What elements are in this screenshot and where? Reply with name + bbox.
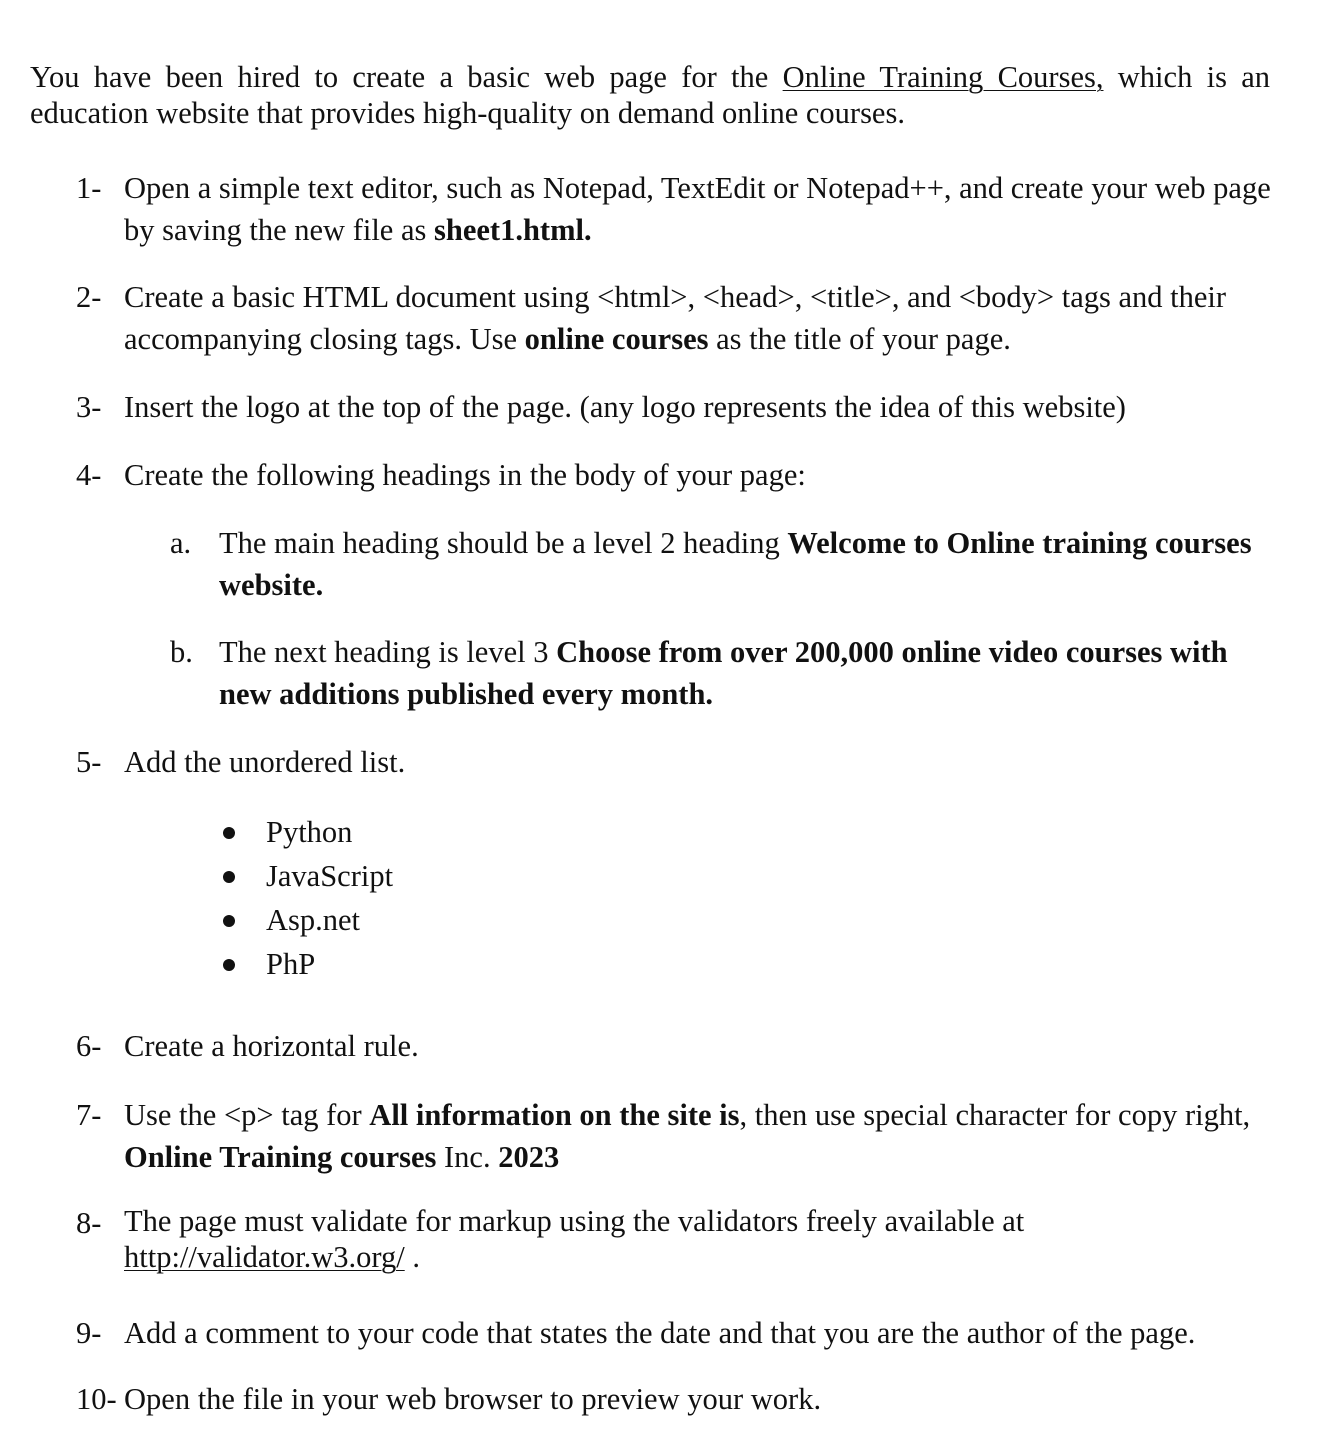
bullet-icon — [223, 915, 235, 927]
step-10 — [76, 1378, 1276, 1420]
step-4b — [170, 631, 1280, 715]
intro-text: You have been hired to create a basic web page for the — [30, 60, 783, 94]
step-text: Add the unordered list. — [124, 745, 406, 779]
step-number: 5- — [76, 745, 102, 779]
step-9 — [76, 1312, 1276, 1354]
step-number: 3- — [76, 390, 102, 424]
step-4 — [76, 454, 1276, 496]
intro-paragraph — [30, 59, 1270, 131]
step-text: Insert the logo at the top of the page. (any logo represents the idea of this website) — [124, 390, 1126, 424]
step-text: Create a basic HTML document using <html>, <head>, <title>, and <body> tags and their accompanying closing tags. Use online courses as the title of your page. — [124, 280, 1227, 356]
step-text: Use the <p> tag for All information on the site is, then use special character for copy right, Online Training courses Inc. 2023 — [124, 1098, 1251, 1174]
bullet-icon — [223, 827, 235, 839]
list-item: JavaScript — [215, 854, 393, 898]
step-text: Open the file in your web browser to preview your work. — [124, 1382, 822, 1416]
step-8 — [76, 1203, 1276, 1275]
validator-link[interactable]: http://validator.w3.org/ — [124, 1240, 405, 1274]
step-number: 2- — [76, 280, 102, 314]
step-5 — [76, 741, 1276, 783]
step-6 — [76, 1025, 1276, 1067]
unordered-list — [215, 810, 393, 986]
step-number: 7- — [76, 1098, 102, 1132]
list-item: Python — [215, 810, 393, 854]
substep-letter: b. — [170, 635, 193, 669]
bullet-icon — [223, 871, 235, 883]
substep-letter: a. — [170, 526, 192, 560]
substep-text: The next heading is level 3 Choose from over 200,000 online video courses with new additions published every month. — [219, 635, 1228, 711]
step-text: Open a simple text editor, such as Notepad, TextEdit or Notepad++, and create your web page by saving the new file as sheet1.html. — [124, 171, 1271, 247]
step-number: 10- — [76, 1382, 117, 1416]
step-text: Add a comment to your code that states the date and that you are the author of the page. — [124, 1316, 1196, 1350]
online-training-courses-link[interactable]: Online Training Courses, — [782, 60, 1104, 94]
step-text: Create the following headings in the body of your page: — [124, 458, 806, 492]
step-1 — [76, 167, 1276, 251]
step-text: The page must validate for markup using the validators freely available at http://validator.w3.org/ . — [124, 1204, 1025, 1274]
step-number: 1- — [76, 171, 102, 205]
step-4a — [170, 522, 1280, 606]
list-item: PhP — [215, 942, 393, 986]
step-number: 9- — [76, 1316, 102, 1350]
step-2 — [76, 276, 1276, 360]
intro-text-continued: which is an education website that provides high-quality on demand online courses. — [30, 60, 1271, 130]
step-3 — [76, 386, 1276, 428]
step-7 — [76, 1094, 1276, 1178]
step-number: 6- — [76, 1029, 102, 1063]
step-number: 4- — [76, 458, 102, 492]
substep-text: The main heading should be a level 2 heading Welcome to Online training courses website. — [219, 526, 1252, 602]
bullet-icon — [223, 959, 235, 971]
list-item: Asp.net — [215, 898, 393, 942]
step-text: Create a horizontal rule. — [124, 1029, 419, 1063]
step-number: 8- — [76, 1206, 102, 1240]
